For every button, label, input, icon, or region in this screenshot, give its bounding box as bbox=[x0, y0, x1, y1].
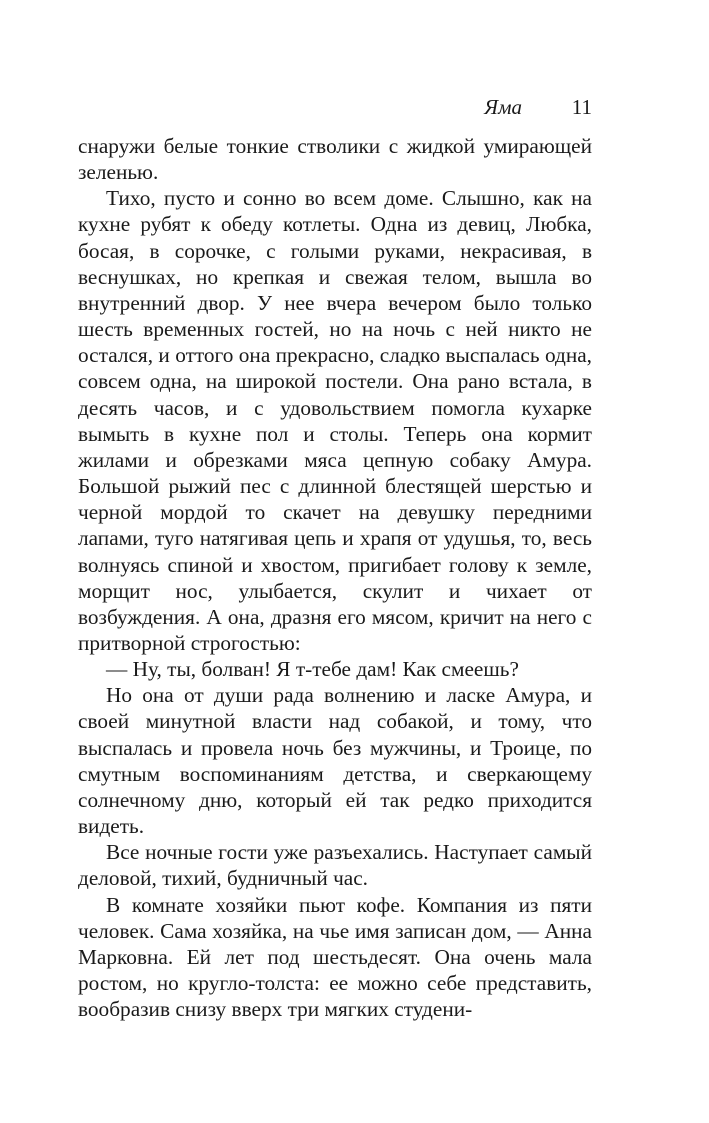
running-header bbox=[78, 92, 592, 122]
paragraph-joy: Но она от души рада волнению и ласке Амура, и своей минутной власти над собакой, и тому, что выспалась и провела ночь без мужчины, и Троице, по смутным воспоминаниям детства, и сверкающему солнечному дню, который ей так редко приходится видеть. bbox=[78, 683, 592, 839]
page-number: 11 bbox=[571, 95, 592, 119]
paragraph-guests-left: Все ночные гости уже разъехались. Наступает самый деловой, тихий, будничный час. bbox=[78, 840, 592, 891]
body-text bbox=[78, 133, 592, 1022]
paragraph-lyubka-amur: Тихо, пусто и сонно во всем доме. Слышно, как на кухне рубят к обеду котлеты. Одна из девиц, Любка, босая, в сорочке, с голыми руками, некрасивая, в веснушках, но крепкая и свежая телом, вышла во внутренний двор. У нее вчера вечером было только шесть временных гостей, но на ночь с ней никто не остался, и оттого она прекрасно, сладко выспалась одна, совсем одна, на широкой постели. Она рано встала, в десять часов, и с удовольствием помогла кухарке вымыть в кухне пол и столы. Теперь она кормит жилами и обрезками мяса цепную собаку Амура. Большой рыжий пес с длинной блестящей шерстью и черной мордой то скачет на девушку передними лапами, туго натягивая цепь и храпя от удушья, то, весь волнуясь спиной и хвостом, пригибает голову к земле, морщит нос, улыбается, скулит и чихает от возбуждения. А она, дразня его мясом, кричит на него с притворной строгостью: bbox=[78, 186, 592, 655]
paragraph-continuation: снаружи белые тонкие стволики с жидкой умирающей зеленью. bbox=[78, 134, 592, 185]
paragraph-dialogue: — Ну, ты, болван! Я т-тебе дам! Как смеешь? bbox=[106, 657, 519, 682]
running-title: Яма bbox=[484, 95, 522, 119]
paragraph-hostess: В комнате хозяйки пьют кофе. Компания из пяти человек. Сама хозяйка, на чье имя записан дом, — Анна Марковна. Ей лет под шестьдесят. Она очень мала ростом, но кругло-толста: ее можно себе представить, вообразив снизу вверх три мягких студени- bbox=[78, 892, 592, 1022]
